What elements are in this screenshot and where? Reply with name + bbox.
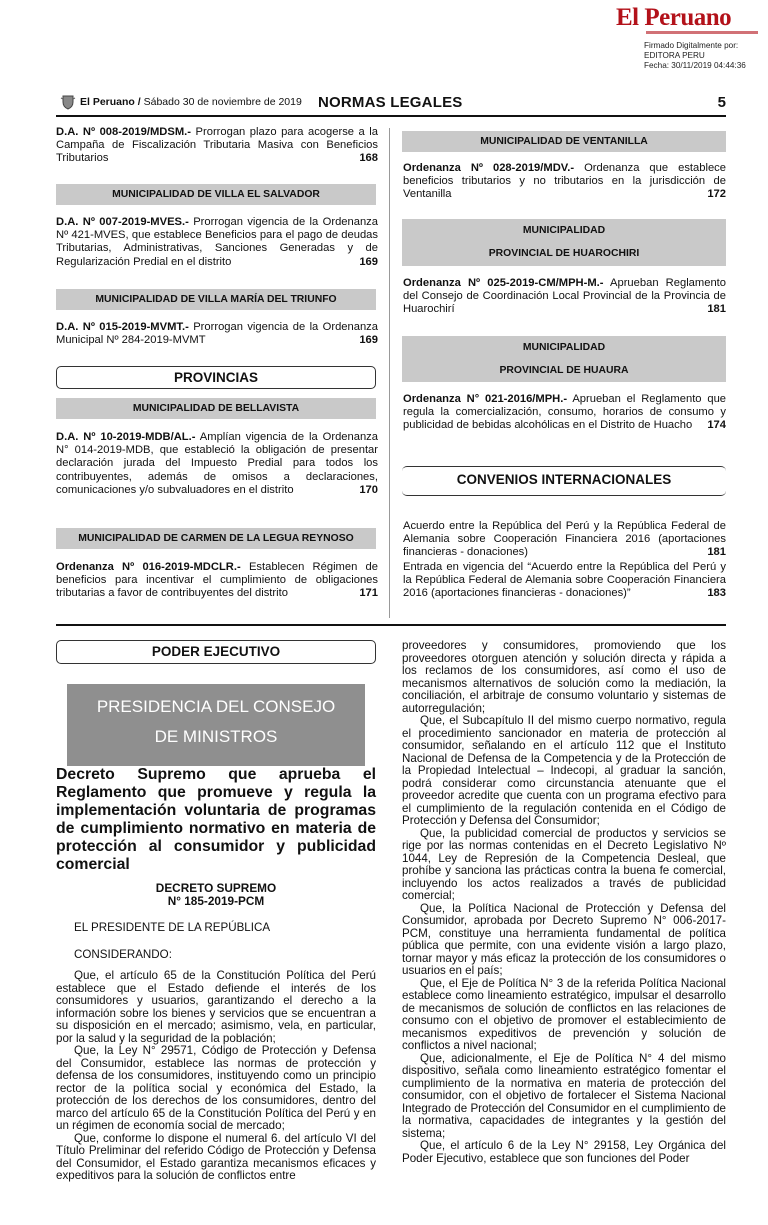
body-paragraph: Que, conforme lo dispone el numeral 6. del artículo VI del Título Preliminar del referido Código de Protección y Defensa del Consumidor, el Estado garantiza mecanismos eficaces y expeditivos para la solución de conflictos entre — [56, 1131, 376, 1182]
section-title-convenios — [402, 466, 726, 496]
entry-text: Aprueban el Reglamento que regula la comercialización, consumo, horarios de consumo y publicidad de bebidas alcohólicas en el Distrito de Huacho — [403, 393, 727, 432]
body-paragraph: Que, el Eje de Política N° 3 de la referida Política Nacional establece como lineamiento estratégico, impulsar el desarrollo de mecanismos de solución de conflictos en las relaciones de consumo con el objetivo de promover el establecimiento de mecanismos expeditivos de prevención y solución de conflictos a nivel nacional; — [402, 976, 726, 1052]
digital-signature — [644, 41, 746, 71]
body-left-column — [56, 970, 376, 1183]
summary-entry — [56, 561, 378, 601]
entry-text: Amplían vigencia de la Ordenanza N° 014-2019-MDB, que estableció la obligación de presentar declaración jurada del Impuesto Predial para todos los contribuyentes, además de omisos a declaraciones, comunicaciones y/o subvaluadores en el distrito — [56, 431, 379, 496]
summary-entry — [403, 561, 726, 601]
section-title-poder-ejecutivo: PODER EJECUTIVO — [56, 640, 376, 664]
summary-entry — [56, 321, 378, 347]
entry-page: 169 — [359, 255, 378, 268]
decree-id: N° 185-2019-PCM — [167, 894, 265, 908]
entry-page: 171 — [359, 587, 378, 600]
entry-text: Establecen Régimen de beneficios para incentivar el cumplimiento de obligaciones tributarias a favor de contribuyentes del distrito — [56, 561, 379, 600]
body-paragraph: Que, adicionalmente, el Eje de Política N° 4 del mismo dispositivo, señala como lineamiento estratégico fomentar el cumplimiento de la normativa en materia de protección del consumidor, con el objetivo de fortalecer el Sistema Nacional Integrado de Protección del Consumidor en el cumplimiento de la normativa, capacidades de integrantes y la gestión del sistema; — [402, 1051, 726, 1140]
summary-entry — [56, 216, 378, 269]
entry-text: Acuerdo entre la República del Perú y la República Federal de Alemania sobre Cooperación Financiera 2016 (aportaciones financieras - donaciones) — [403, 520, 726, 559]
header-rule — [56, 115, 726, 117]
ministry-banner — [67, 684, 365, 766]
entry-page: 174 — [707, 419, 726, 432]
entry-code: D.A. Nº 008-2019/MDSM.- — [56, 126, 191, 138]
heading-line: PROVINCIAL DE HUAURA — [499, 365, 629, 376]
poder-ejecutivo-section — [56, 640, 376, 664]
entry-code: Ordenanza Nº 016-2019-MDCLR.- — [56, 561, 241, 573]
ministry-line: DE MINISTROS — [154, 727, 278, 746]
institution-heading: MUNICIPALIDAD DE BELLAVISTA — [56, 398, 376, 419]
header-date: Sábado 30 de noviembre de 2019 — [143, 96, 302, 108]
body-paragraph: Que, la publicidad comercial de productos y servicios se rige por las normas contenidas en el Decreto Legislativo Nº 1044, Ley de Represión de la Competencia Desleal, que prohíbe y sanciona las prácticas contra la buena fe comercial, incluyendo los actos realizados a través de publicidad comercial; — [402, 826, 726, 902]
heading-line: MUNICIPALIDAD — [522, 225, 606, 236]
institution-heading — [402, 336, 726, 382]
column-divider — [389, 128, 390, 618]
entry-code: D.A. Nº 10-2019-MDB/AL.- — [56, 431, 196, 443]
page-header — [56, 92, 726, 114]
logo-text: El Peruano — [616, 4, 732, 31]
section-title-text: CONVENIOS INTERNACIONALES — [456, 472, 672, 487]
section-title-provincias: PROVINCIAS — [56, 366, 376, 389]
body-paragraph: Que, la Política Nacional de Protección y Defensa del Consumidor, aprobada por Decreto Supremo N° 006-2017-PCM, constituye una herramienta fundamental de política pública que permite, con una evidente visión a largo plazo, tornar mayor y más eficaz la protección de los consumidores o usuarios en el país; — [402, 901, 726, 977]
body-paragraph: Que, la Ley N° 29571, Código de Protección y Defensa del Consumidor, establece las normas de protección y defensa de los consumidores, instituyendo como un principio rector de la política social y económica del Estado, la protección de los derechos de los consumidores, dentro del marco del artículo 65 de la Constitución Política del Perú y en un régimen de economía social de mercado; — [56, 1044, 376, 1132]
entry-page: 183 — [707, 587, 726, 600]
decree-title: Decreto Supremo que aprueba el Reglamento que promueve y regula la implementación voluntaria de programas de cumplimiento normativo en materia de protección al consumidor y publicidad comercial — [56, 766, 376, 873]
page-number: 5 — [717, 94, 726, 111]
heading-line: MUNICIPALIDAD — [522, 342, 606, 353]
summary-entry — [403, 393, 726, 433]
decree-type: DECRETO SUPREMO — [155, 881, 277, 895]
entry-text: Prorrogan vigencia de la Ordenanza Nº 421-MVES, que establece Beneficios para el pago de deudas Tributarias, Administrativas, Sanciones Generadas y de Regularización Predial en el distrito — [56, 216, 378, 268]
entry-code: Ordenanza Nº 028-2019/MDV.- — [403, 162, 575, 174]
entry-code: Ordenanza N° 021-2016/MPH.- — [403, 393, 568, 405]
decree-number — [56, 882, 376, 908]
signature-line: Fecha: 30/11/2019 04:44:36 — [644, 61, 746, 70]
coat-of-arms-icon — [60, 94, 76, 110]
entry-text: Prorrogan plazo para acogerse a la Campaña de Fiscalización Tributaria Masiva con Beneficios Tributarios — [56, 126, 378, 165]
signature-line: Firmado Digitalmente por: — [644, 41, 739, 50]
section-rule — [56, 624, 726, 626]
entry-page: 181 — [707, 303, 726, 316]
entry-code: D.A. Nº 007-2019-MVES.- — [56, 216, 189, 228]
header-brand: El Peruano / — [80, 96, 141, 108]
entry-page: 170 — [359, 483, 378, 496]
el-peruano-logo — [616, 4, 764, 38]
entry-code: D.A. Nº 015-2019-MVMT.- — [56, 321, 189, 333]
header-brand-date — [80, 96, 302, 108]
summary-entry — [403, 162, 726, 202]
summary-entry — [403, 520, 726, 560]
entry-page: 181 — [707, 546, 726, 559]
heading-line: PROVINCIAL DE HUAROCHIRI — [488, 248, 640, 259]
president-line: EL PRESIDENTE DE LA REPÚBLICA — [74, 921, 271, 934]
logo-underline — [646, 31, 758, 34]
entry-text: Ordenanza que establece beneficios tributarios y no tributarios en la jurisdicción de Ventanilla — [403, 162, 726, 201]
institution-heading: MUNICIPALIDAD DE VILLA EL SALVADOR — [56, 184, 376, 205]
institution-heading — [402, 219, 726, 266]
entry-page: 168 — [359, 152, 378, 165]
institution-heading: MUNICIPALIDAD DE CARMEN DE LA LEGUA REYNOSO — [56, 528, 376, 549]
considerando-label: CONSIDERANDO: — [74, 948, 172, 961]
entry-text: Entrada en vigencia del “Acuerdo entre la República del Perú y la República Federal de Alemania sobre Cooperación Financiera 2016 (aportaciones financieras - donaciones)” — [403, 561, 726, 600]
institution-heading: MUNICIPALIDAD DE VENTANILLA — [402, 131, 726, 152]
header-section: NORMAS LEGALES — [318, 94, 463, 111]
body-paragraph: proveedores y consumidores, promoviendo que los proveedores otorguen atención y solución directa y rápida a los reclamos de los consumidores, así como el uso de mecanismos alternativos de solución como la mediación, la conciliación, el arbitraje de consumo voluntario y sistemas de autorregulación; — [402, 639, 726, 715]
summary-entry — [56, 126, 378, 166]
summary-entry — [403, 277, 726, 317]
institution-heading: MUNICIPALIDAD DE VILLA MARÍA DEL TRIUNFO — [56, 289, 376, 310]
ministry-line: PRESIDENCIA DEL CONSEJO — [96, 697, 336, 716]
body-paragraph: Que, el Subcapítulo II del mismo cuerpo normativo, regula el procedimiento sancionador en materia de protección al consumidor, señalando en el artículo 112 que el Instituto Nacional de Defensa de la Competencia y de la Protección de la Propiedad Intelectual – Indecopi, al graduar la sanción, podrá considerar como circunstancia atenuante que el proveedor acredite que cuenta con un programa efectivo para el cumplimiento de la regulación contenida en el Código de Protección y Defensa del Consumidor; — [402, 714, 726, 827]
body-right-column — [402, 640, 726, 1165]
entry-page: 169 — [359, 334, 378, 347]
entry-text: Aprueban Reglamento del Consejo de Coordinación Local Provincial de la Provincia de Huarochirí — [403, 277, 726, 316]
entry-code: Ordenanza Nº 025-2019-CM/MPH-M.- — [403, 277, 604, 289]
body-paragraph: Que, el artículo 6 de la Ley N° 29158, Ley Orgánica del Poder Ejecutivo, establece que son funciones del Poder — [402, 1139, 726, 1165]
signature-line: EDITORA PERU — [644, 51, 705, 60]
entry-text: Prorrogan vigencia de la Ordenanza Municipal Nº 284-2019-MVMT — [56, 321, 378, 347]
body-paragraph: Que, el artículo 65 de la Constitución Política del Perú establece que el Estado defiende el interés de los consumidores y usuarios, garantizando el derecho a la información sobre los bienes y servicios que se encuentran a su disposición en el mercado; asimismo, vela, en particular, por la salud y la seguridad de la población; — [56, 969, 376, 1045]
entry-page: 172 — [707, 188, 726, 201]
summary-entry — [56, 431, 378, 497]
